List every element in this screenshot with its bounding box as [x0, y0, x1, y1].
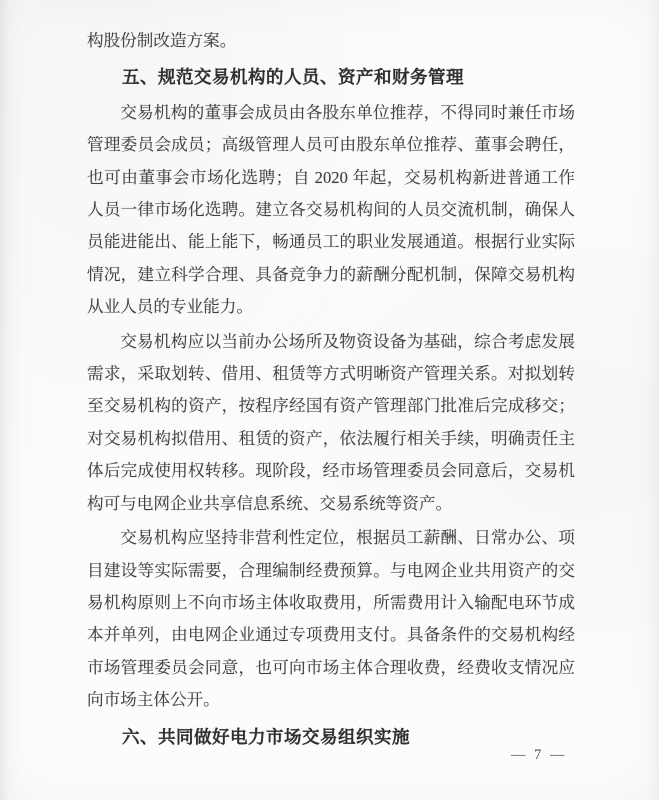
- body-paragraph: 交易机构应以当前办公场所及物资设备为基础，综合考虑发展需求，采取划转、借用、租赁等方式明晰资产管理关系。对拟划转至交易机构的资产，按程序经国有资产管理部门批准后完成移交；对交易机构拟借用、租赁的资产，依法履行相关手续，明确责任主体后完成使用权转移。现阶段，经市场管理委员会同意后，交易机构可与电网企业共享信息系统、交易系统等资产。: [87, 331, 575, 513]
- continuation-line: 构股份制改造方案。: [87, 31, 237, 50]
- section-heading: 六、共同做好电力市场交易组织实施: [122, 726, 410, 747]
- page-number: — 7 —: [511, 747, 567, 763]
- section-heading: 五、规范交易机构的人员、资产和财务管理: [122, 67, 464, 88]
- body-paragraph: 交易机构应坚持非营利性定位，根据员工薪酬、日常办公、项目建设等实际需要，合理编制经费预算。与电网企业共用资产的交易机构原则上不向市场主体收取费用，所需费用计入输配电环节成本并单列，由电网企业通过专项费用支付。具备条件的交易机构经市场管理委员会同意，也可向市场主体合理收费，经费收支情况应向市场主体公开。: [87, 528, 575, 710]
- body-paragraph: 交易机构的董事会成员由各股东单位推荐，不得同时兼任市场管理委员会成员；高级管理人员可由股东单位推荐、董事会聘任，也可由董事会市场化选聘；自 2020 年起，交易机构新进普通工作人员一律市场化选聘。建立各交易机构间的人员交流机制，确保人员能进能出、能上能下，畅通员工的职业发展通道。根据行业实际情况，建立科学合理、具备竞争力的薪酬分配机制，保障交易机构从业人员的专业能力。: [87, 102, 575, 317]
